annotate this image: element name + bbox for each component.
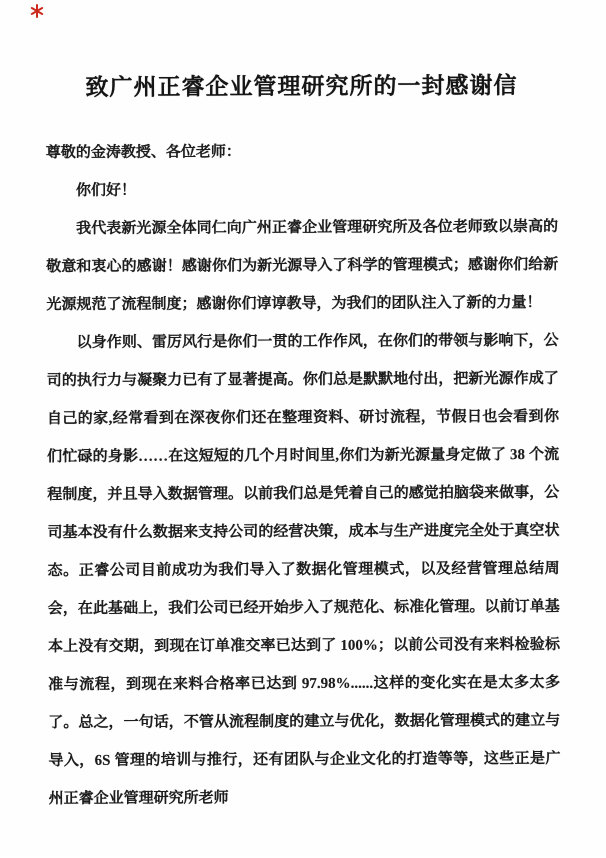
- letter-salutation: 尊敬的金涛教授、各位老师：: [45, 144, 241, 162]
- letter-paragraph: 以身作则、雷厉风行是你们一贯的工作作风，在你们的带领与影响下，公司的执行力与凝聚力已有了显著提高。你们总是默默地付出，把新光源作成了自己的家,经常看到在深夜你们还在整理资料、研讨流程，节假日也会看到你们忙碌的身影……在这短短的几个月时间里,你们为新光源量身定做了 38 个流程制度，并且导入数据管理。以前我们总是凭着自己的感觉拍脑袋来做事，公司基本没有什么数据来支持公司的经营决策，成本与生产进度完全处于真空状态。正睿公司目前成功为我们导入了数据化管理模式，以及经营管理总结周会，在此基础上，我们公司已经开始步入了规范化、标准化管理。以前订单基本上没有交期，到现在订单准交率已达到了 100%；以前公司没有来料检验标准与流程，到现在来料合格率已达到 97.98%......这样的变化实在是太多太多了。总之，一句话，不管从流程制度的建立与优化，数据化管理模式的建立与导入，6S 管理的培训与推行，还有团队与企业文化的打造等等，这些正是广州正睿企业管理研究所老师: [46, 332, 561, 808]
- letter-greeting: 你们好！: [75, 182, 137, 199]
- letter-paragraph: 我代表新光源全体同仁向广州正睿企业管理研究所及各位老师致以崇高的敬意和衷心的感谢！感谢你们为新光源导入了科学的管理模式；感谢你们给新光源规范了流程制度；感谢你们谆谆教导，为我们的团队注入了新的力量！: [46, 218, 559, 314]
- letter-body: [46, 132, 561, 818]
- letter-title: 致广州正睿企业管理研究所的一封感谢信: [85, 73, 518, 100]
